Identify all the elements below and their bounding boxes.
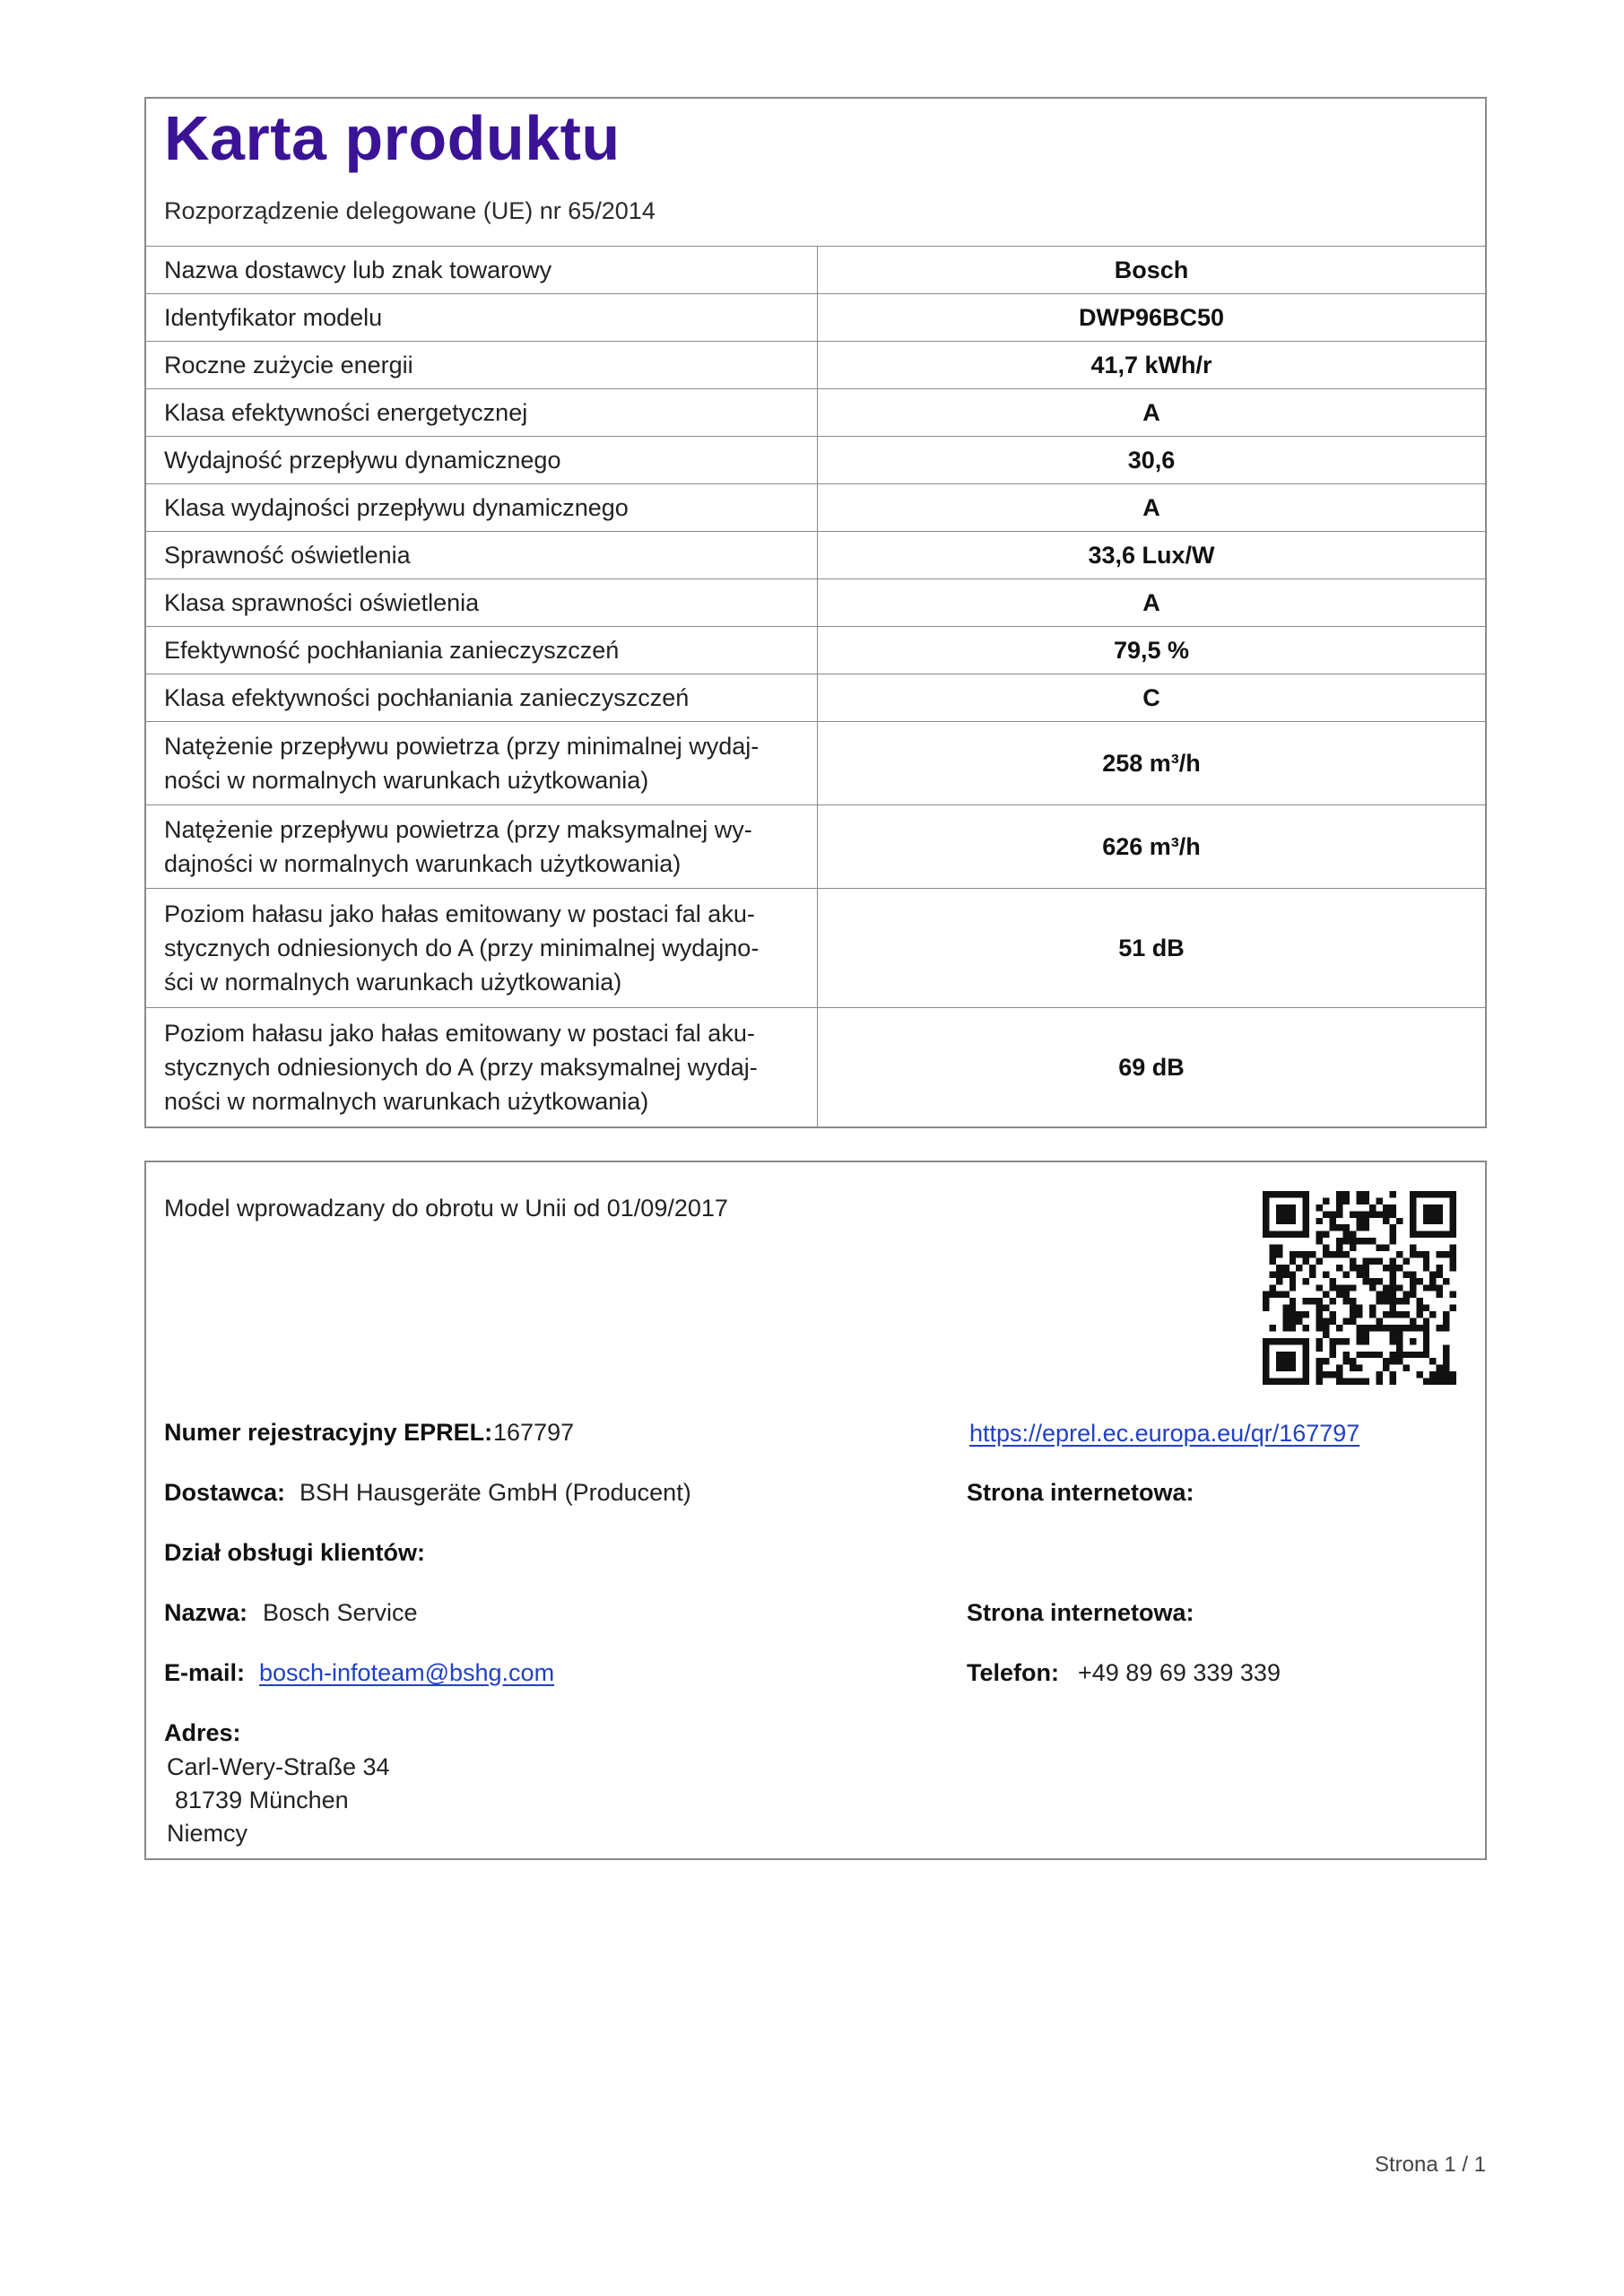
row-label-line: Natężenie przepływu powietrza (przy minimalnej wydaj- bbox=[164, 733, 760, 760]
row-value: 69 dB bbox=[818, 1008, 1486, 1127]
address-street: Carl-Wery-Straße 34 bbox=[167, 1753, 390, 1780]
table-row bbox=[146, 1008, 1485, 1127]
table-row bbox=[146, 342, 1485, 389]
product-card bbox=[144, 97, 1487, 1128]
row-label: Nazwa dostawcy lub znak towarowy bbox=[146, 247, 818, 294]
row-label-line: stycznych odniesionych do A (przy minimalnej wydajno- bbox=[164, 935, 760, 961]
email-label: E-mail: bbox=[164, 1659, 246, 1686]
address-label: Adres: bbox=[164, 1719, 241, 1746]
table-row bbox=[146, 889, 1485, 1008]
table-row bbox=[146, 437, 1485, 484]
row-value: A bbox=[818, 389, 1486, 437]
row-value: 626 m³/h bbox=[818, 805, 1486, 889]
supplier-value: BSH Hausgeräte GmbH (Producent) bbox=[300, 1479, 691, 1506]
service-website-label: Strona internetowa: bbox=[967, 1599, 1194, 1626]
table-row bbox=[146, 805, 1485, 889]
row-label: Klasa efektywności energetycznej bbox=[146, 389, 818, 437]
row-value: 258 m³/h bbox=[818, 722, 1486, 805]
row-label bbox=[146, 889, 818, 1008]
table-row bbox=[146, 294, 1485, 342]
row-label bbox=[146, 722, 818, 805]
regulation-reference: Rozporządzenie delegowane (UE) nr 65/2014 bbox=[164, 197, 656, 224]
row-value: Bosch bbox=[818, 247, 1486, 294]
row-label: Sprawność oświetlenia bbox=[146, 532, 818, 579]
eprel-number: 167797 bbox=[493, 1419, 575, 1446]
table-row bbox=[146, 247, 1485, 294]
row-value: DWP96BC50 bbox=[818, 294, 1486, 342]
service-name-label: Nazwa: bbox=[164, 1599, 248, 1626]
page-title: Karta produktu bbox=[164, 103, 621, 173]
email-link[interactable]: bosch-infoteam@bshg.com bbox=[259, 1659, 555, 1686]
address-country: Niemcy bbox=[167, 1820, 248, 1847]
row-label bbox=[146, 805, 818, 889]
row-label-line: ści w normalnych warunkach użytkowania) bbox=[164, 969, 622, 996]
row-value: 30,6 bbox=[818, 437, 1486, 484]
service-name-value: Bosch Service bbox=[263, 1599, 418, 1626]
row-label-line: Poziom hałasu jako hałas emitowany w postaci fal aku- bbox=[164, 1020, 755, 1047]
table-row bbox=[146, 532, 1485, 579]
qr-code-icon[interactable] bbox=[1263, 1191, 1456, 1385]
row-value: A bbox=[818, 484, 1486, 532]
card-header bbox=[146, 99, 1485, 246]
row-value: A bbox=[818, 579, 1486, 627]
market-date: Model wprowadzany do obrotu w Unii od 01/09/2017 bbox=[164, 1195, 728, 1222]
page-number: Strona 1 / 1 bbox=[1375, 2152, 1487, 2177]
phone-value: +49 89 69 339 339 bbox=[1078, 1659, 1281, 1686]
table-row bbox=[146, 722, 1485, 805]
table-row bbox=[146, 579, 1485, 627]
row-value: C bbox=[818, 674, 1486, 722]
address-city: 81739 München bbox=[175, 1787, 349, 1813]
row-label: Klasa efektywności pochłaniania zanieczyszczeń bbox=[146, 674, 818, 722]
row-label-line: ności w normalnych warunkach użytkowania) bbox=[164, 767, 649, 794]
row-label: Identyfikator modelu bbox=[146, 294, 818, 342]
table-row bbox=[146, 674, 1485, 722]
row-value: 79,5 % bbox=[818, 627, 1486, 674]
row-label: Klasa wydajności przepływu dynamicznego bbox=[146, 484, 818, 532]
row-label: Wydajność przepływu dynamicznego bbox=[146, 437, 818, 484]
table-row bbox=[146, 484, 1485, 532]
spec-table bbox=[146, 246, 1485, 1126]
row-label-line: stycznych odniesionych do A (przy maksymalnej wydaj- bbox=[164, 1054, 758, 1081]
eprel-label: Numer rejestracyjny EPREL: bbox=[164, 1419, 493, 1446]
info-box bbox=[144, 1161, 1487, 1860]
row-label: Roczne zużycie energii bbox=[146, 342, 818, 389]
row-value: 33,6 Lux/W bbox=[818, 532, 1486, 579]
row-label-line: ności w normalnych warunkach użytkowania) bbox=[164, 1088, 649, 1115]
table-row bbox=[146, 389, 1485, 437]
row-label: Efektywność pochłaniania zanieczyszczeń bbox=[146, 627, 818, 674]
row-label bbox=[146, 1008, 818, 1127]
supplier-label: Dostawca: bbox=[164, 1479, 286, 1506]
row-label: Klasa sprawności oświetlenia bbox=[146, 579, 818, 627]
supplier-website-label: Strona internetowa: bbox=[967, 1479, 1194, 1506]
row-label-line: Natężenie przepływu powietrza (przy maksymalnej wy- bbox=[164, 816, 752, 843]
eprel-link[interactable]: https://eprel.ec.europa.eu/qr/167797 bbox=[969, 1420, 1360, 1447]
service-heading: Dział obsługi klientów: bbox=[164, 1539, 426, 1566]
row-label-line: dajności w normalnych warunkach użytkowania) bbox=[164, 850, 682, 877]
row-value: 41,7 kWh/r bbox=[818, 342, 1486, 389]
row-value: 51 dB bbox=[818, 889, 1486, 1008]
row-label-line: Poziom hałasu jako hałas emitowany w postaci fal aku- bbox=[164, 900, 755, 927]
table-row bbox=[146, 627, 1485, 674]
phone-label: Telefon: bbox=[967, 1659, 1059, 1686]
